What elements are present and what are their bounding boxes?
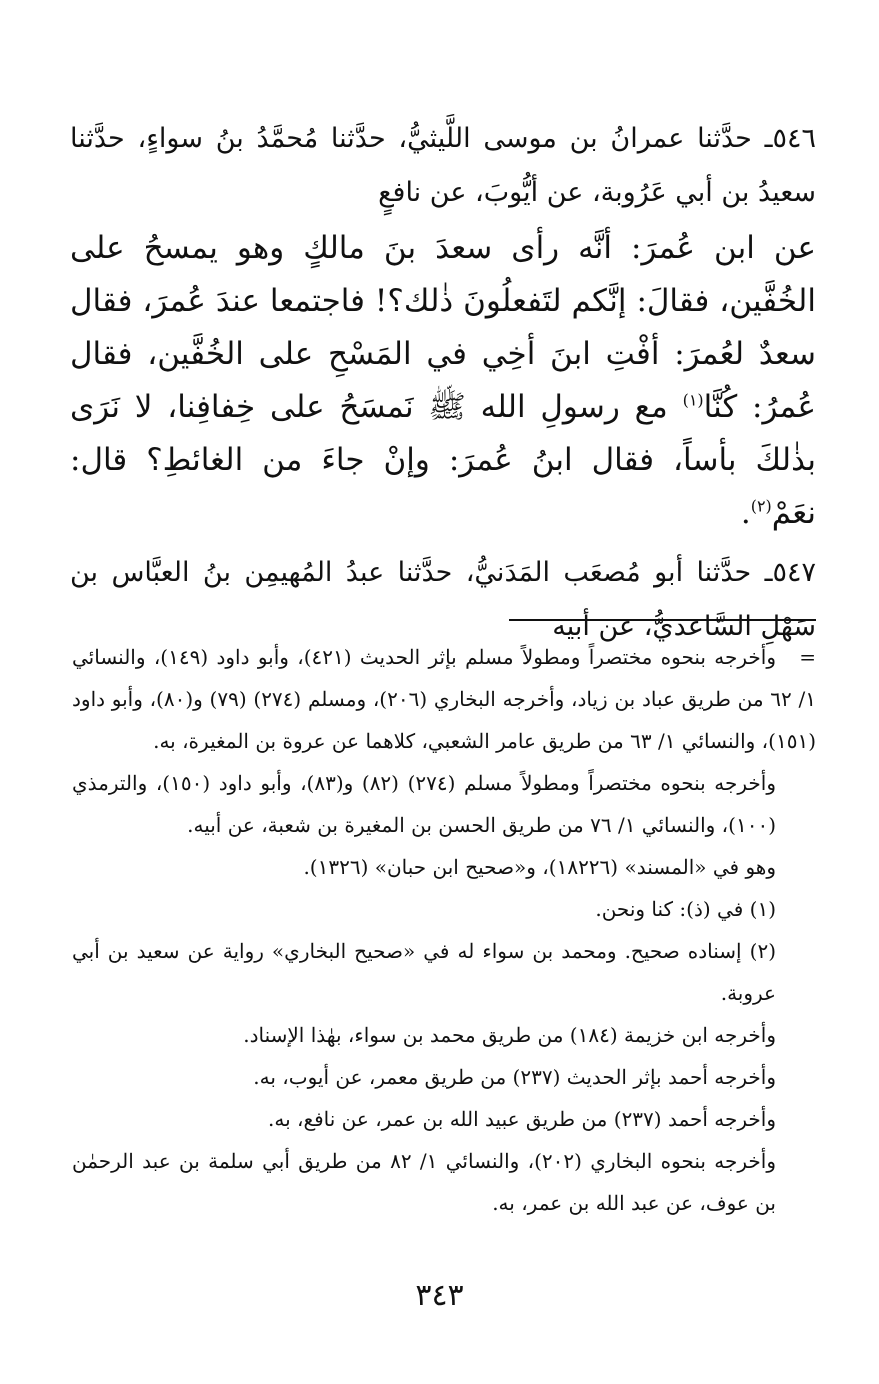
footnote-paragraph: وأخرجه أحمد بإثر الحديث (٢٣٧) من طريق معمر، عن أيوب، به.	[253, 1065, 776, 1089]
hadith-547-isnad: ٥٤٧ـ حدَّثنا أبو مُصعَب المَدَنيُّ، حدَّثنا عبدُ المُهيمِن بنُ العبَّاس بن سَهْلِ السَّاعديُّ، عن أبيه	[70, 557, 816, 642]
footnote-text: وأخرجه بنحوه مختصراً ومطولاً مسلم بإثر الحديث (٤٢١)، وأبو داود (١٤٩)، والنسائي ١/ ٦٢ من طريق عباد بن زياد، وأخرجه البخاري (٢٠٦)، ومسلم (٢٧٤) (٧٩) و(٨٠)، وأبو داود (١٥١)، والنسائي ١/ ٦٣ من طريق عامر الشعبي، كلاهما عن عروة بن المغيرة، به.	[72, 645, 816, 753]
footnote-2: (٢) إسناده صحيح. ومحمد بن سواء له في «صحيح البخاري» رواية عن سعيد بن أبي عروبة.	[72, 939, 776, 1005]
footnote-paragraph: وأخرجه أحمد (٢٣٧) من طريق عبيد الله بن عمر، عن نافع، به.	[268, 1107, 776, 1131]
footnotes	[72, 636, 816, 1224]
matn-text-b: مع رسولِ الله ﷺ نَمسَحُ على خِفافِنا، لا نَرَى بذٰلكَ بأساً، فقال ابنُ عُمرَ: وإنْ جاءَ من الغائطِ؟ قال: نعَمْ	[70, 389, 816, 531]
matn-end: .	[740, 495, 751, 531]
footnote-ref-2: (٢)	[750, 496, 772, 516]
footnote-paragraph: وهو في «المسند» (١٨٢٢٦)، و«صحيح ابن حبان» (١٣٢٦).	[303, 855, 776, 879]
footnote-paragraph: وأخرجه بنحوه البخاري (٢٠٢)، والنسائي ١/ ٨٢ من طريق أبي سلمة بن عبد الرحمٰن بن عوف، عن عبد الله بن عمر، به.	[72, 1149, 776, 1215]
matn-text-a: عن ابن عُمرَ: أنَّه رأى سعدَ بنَ مالكٍ وهو يمسحُ على الخُفَّين، فقالَ: إنَّكم لتَفعلُونَ ذٰلك؟! فاجتمعا عندَ عُمرَ، فقال سعدٌ لعُمرَ: أفْتِ ابنَ أخِي في المَسْحِ على الخُفَّين، فقال عُمرُ: كُنَّا	[70, 230, 816, 425]
hadith-546-matn	[70, 222, 816, 540]
page-number: ٣٤٣	[415, 1278, 464, 1313]
footnote-paragraph: وأخرجه ابن خزيمة (١٨٤) من طريق محمد بن سواء، بهٰذا الإسناد.	[243, 1023, 776, 1047]
footnote-separator	[509, 619, 816, 621]
footnote-1: (١) في (ذ): كنا ونحن.	[595, 897, 776, 921]
continuation-mark: =	[799, 645, 816, 669]
footnote-ref-1: (١)	[682, 390, 704, 410]
hadith-546-isnad: ٥٤٦ـ حدَّثنا عمرانُ بن موسى اللَّيثيُّ، حدَّثنا مُحمَّدُ بنُ سواءٍ، حدَّثنا سعيدُ بن أبي عَرُوبة، عن أيُّوبَ، عن نافعٍ	[70, 123, 816, 208]
hadith-body	[70, 112, 816, 656]
footnote-paragraph: وأخرجه بنحوه مختصراً ومطولاً مسلم (٢٧٤) (٨٢) و(٨٣)، وأبو داود (١٥٠)، والترمذي (١٠٠)، والنسائي ١/ ٧٦ من طريق الحسن بن المغيرة بن شعبة، عن أبيه.	[72, 771, 777, 837]
footnote-continuation-paragraph	[72, 636, 816, 762]
